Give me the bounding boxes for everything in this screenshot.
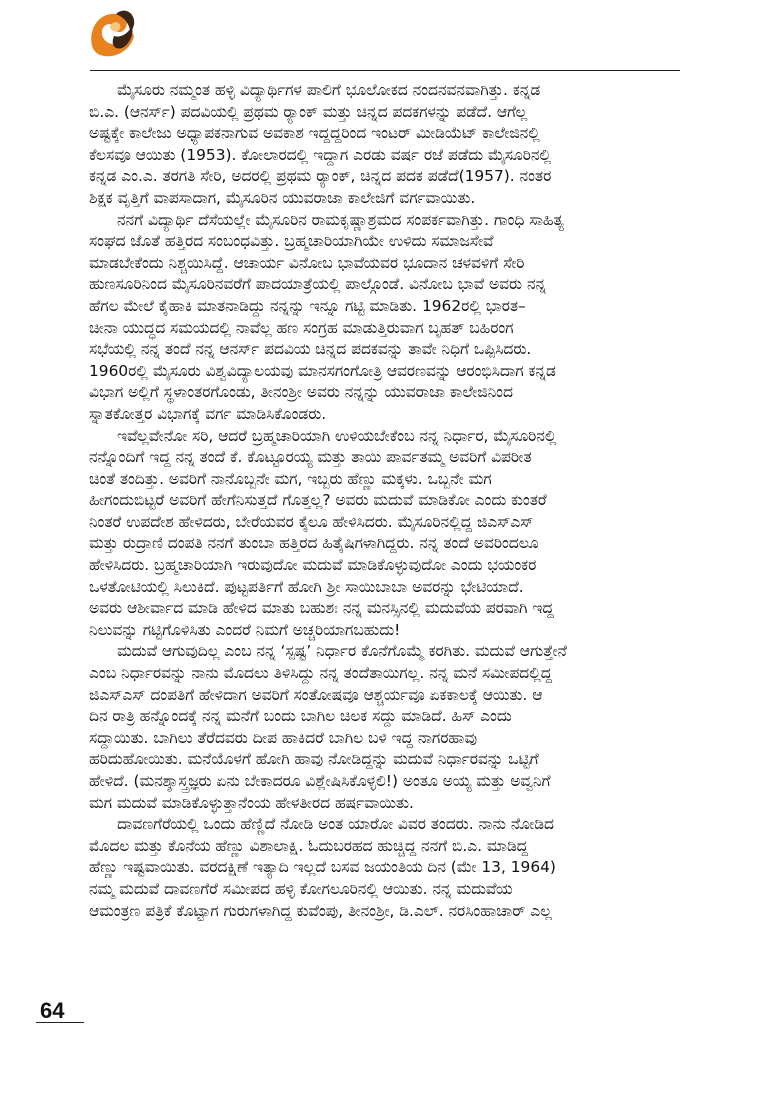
- text-line: ಹೇಳಿದೆ. (ಮನಶ್ಶಾಸ್ತ್ರಜ್ಞರು ಏನು ಬೇಕಾದರೂ ವಿಶ್ಲೇಷಿಸಿಕೊಳ್ಳಲಿ!) ಅಂತೂ ಅಯ್ಯ ಮತ್ತು ಅವ್ವನಿಗೆ: [89, 772, 551, 790]
- text-line: ಹರಿದುಹೋಯಿತು. ಮನೆಯೊಳಗೆ ಹೋಗಿ ಹಾವು ನೋಡಿದ್ದನ್ನು ಮದುವೆ ನಿರ್ಧಾರವನ್ನು ಒಟ್ಟಿಗೆ: [89, 750, 539, 769]
- text-line: ಎಂಬ ನಿರ್ಧಾರವನ್ನು ನಾನು ಮೊದಲು ತಿಳಿಸಿದ್ದು ನನ್ನ ತಂದೆತಾಯಿಗಲ್ಲ. ನನ್ನ ಮನೆ ಸಮೀಪದಲ್ಲಿದ್ದ: [89, 664, 553, 683]
- text-line: ಚಿಂತೆ ತಂದಿತ್ತು. ಅವರಿಗೆ ನಾನೊಬ್ಬನೇ ಮಗ, ಇಬ್ಬರು ಹೆಣ್ಣು ಮಕ್ಕಳು. ಒಬ್ಬನೇ ಮಗ: [89, 469, 492, 488]
- text-line: 1960ರಲ್ಲಿ ಮೈಸೂರು ವಿಶ್ವವಿದ್ಯಾಲಯವು ಮಾನಸಗಂಗೋತ್ರಿ ಆವರಣವನ್ನು ಆರಂಭಿಸಿದಾಗ ಕನ್ನಡ: [89, 361, 556, 380]
- text-line: ನಿಲುವನ್ನು ಗಟ್ಟಿಗೊಳಿಸಿತು ಎಂದರೆ ನಿಮಗೆ ಅಚ್ಚರಿಯಾಗಬಹುದು!: [89, 620, 401, 639]
- paragraph: [89, 814, 689, 922]
- text-line: ಹುಣಸೂರಿನಿಂದ ಮೈಸೂರಿನವರೆಗೆ ಪಾದಯಾತ್ರೆಯಲ್ಲಿ ಪಾಲ್ಗೊಂಡೆ. ವಿನೋಬ ಭಾವೆ ಅವರು ನನ್ನ: [89, 275, 547, 294]
- text-line: ಚೀನಾ ಯುದ್ಧದ ಸಮಯದಲ್ಲಿ ನಾವೆಲ್ಲ ಹಣ ಸಂಗ್ರಹ ಮಾಡುತ್ತಿರುವಾಗ ಬೃಹತ್ ಬಹಿರಂಗ: [89, 318, 514, 337]
- text-line: ಇವೆಲ್ಲವೇನೋ ಸರಿ, ಆದರೆ ಬ್ರಹ್ಮಚಾರಿಯಾಗಿ ಉಳಿಯಬೇಕೆಂಬ ನನ್ನ ನಿರ್ಧಾರ, ಮೈಸೂರಿನಲ್ಲಿ: [117, 426, 557, 445]
- paragraph: [89, 426, 689, 642]
- text-line: ನಮ್ಮ ಮದುವೆ ದಾವಣಗೆರೆ ಸಮೀಪದ ಹಳ್ಳಿ ಕೋಗಲೂರಿನಲ್ಲಿ ಆಯಿತು. ನನ್ನ ಮದುವೆಯ: [89, 879, 513, 898]
- paragraph: [89, 641, 689, 814]
- text-line: ಸಂಘದ ಜೊತೆ ಹತ್ತಿರದ ಸಂಬಂಧವಿತ್ತು. ಬ್ರಹ್ಮಚಾರಿಯಾಗಿಯೇ ಉಳಿದು ಸಮಾಜಸೇವೆ: [89, 232, 494, 251]
- page-number: 64: [40, 998, 65, 1023]
- paragraph: [89, 80, 689, 210]
- text-line: ಅಷ್ಟಕ್ಕೇ ಕಾಲೇಜು ಅಧ್ಯಾಪಕನಾಗುವ ಅವಕಾಶ ಇದ್ದದ್ದರಿಂದ ಇಂಟರ್ ಮೀಡಿಯೆಟ್ ಕಾಲೇಜಿನಲ್ಲಿ: [89, 124, 540, 143]
- text-line: ಮದುವೆ ಆಗುವುದಿಲ್ಲ ಎಂಬ ನನ್ನ ‘ಸ್ಪಷ್ಟ’ ನಿರ್ಧಾರ ಕೊನೆಗೊಮ್ಮೆ ಕರಗಿತು. ಮದುವೆ ಆಗುತ್ತೇನೆ: [117, 642, 567, 661]
- text-line: ಜಿಎಸ್‌ಎಸ್ ದಂಪತಿಗೆ ಹೇಳಿದಾಗ ಅವರಿಗೆ ಸಂತೋಷವೂ ಆಶ್ಚರ್ಯವೂ ಏಕಕಾಲಕ್ಕೆ ಆಯಿತು. ಆ: [89, 685, 543, 704]
- text-line: ಹೇಳಿಸಿದರು. ಬ್ರಹ್ಮಚಾರಿಯಾಗಿ ಇರುವುದೋ ಮದುವೆ ಮಾಡಿಕೊಳ್ಳುವುದೋ ಎಂದು ಭಯಂಕರ: [89, 556, 537, 575]
- text-line: ಬಿ.ಎ. (ಆನರ್ಸ್) ಪದವಿಯಲ್ಲಿ ಪ್ರಥಮ ರ‍್ಯಾಂಕ್ ಮತ್ತು ಚಿನ್ನದ ಪದಕಗಳನ್ನು ಪಡೆದೆ. ಆಗೆಲ್ಲ: [89, 102, 528, 121]
- text-line: ಆಮಂತ್ರಣ ಪತ್ರಿಕೆ ಕೊಟ್ಟಾಗ ಗುರುಗಳಾಗಿದ್ದ ಕುವೆಂಪು, ತೀನಂಶ್ರೀ, ಡಿ.ಎಲ್. ನರಸಿಂಹಾಚಾರ್ ಎಲ್ಲ: [89, 901, 552, 920]
- text-line: ವಿಭಾಗ ಅಲ್ಲಿಗೆ ಸ್ಥಳಾಂತರಗೊಂಡು, ತೀನಂಶ್ರೀ ಅವರು ನನ್ನನ್ನು ಯುವರಾಜಾ ಕಾಲೇಜಿನಿಂದ: [89, 383, 513, 402]
- text-line: ಮೊದಲ ಮತ್ತು ಕೊನೆಯ ಹೆಣ್ಣು ವಿಶಾಲಾಕ್ಷಿ. ಓದುಬರಹದ ಹುಚ್ಚಿದ್ದ ನನಗೆ ಬಿ.ಎ. ಮಾಡಿದ್ದ: [89, 836, 529, 855]
- text-line: ಹೀಗಂದುಬಿಟ್ಟರೆ ಅವರಿಗೆ ಹೇಗೆನಿಸುತ್ತದೆ ಗೊತ್ತಲ್ಲ? ಅವರು ಮದುವೆ ಮಾಡಿಕೋ ಎಂದು ಕುಂತರೆ: [89, 491, 547, 510]
- text-line: ಮಾಡಬೇಕೆಂದು ನಿಶ್ಚಯಿಸಿದ್ದೆ. ಆಚಾರ್ಯ ವಿನೋಬ ಭಾವೆಯವರ ಭೂದಾನ ಚಳವಳಿಗೆ ಸೇರಿ: [89, 253, 525, 272]
- text-line: ಕೆಲಸವೂ ಆಯಿತು (1953). ಕೋಲಾರದಲ್ಲಿ ಇದ್ದಾಗ ಎರಡು ವರ್ಷ ರಜೆ ಪಡೆದು ಮೈಸೂರಿನಲ್ಲಿ: [89, 145, 552, 164]
- text-line: ನನ್ನೊಂದಿಗೆ ಇದ್ದ ನನ್ನ ತಂದೆ ಕೆ. ಕೊಟ್ಟೂರಯ್ಯ ಮತ್ತು ತಾಯಿ ಪಾರ್ವತಮ್ಮ ಅವರಿಗೆ ವಿಪರೀತ: [89, 448, 532, 467]
- paragraph: [89, 210, 689, 426]
- text-line: ಮೈಸೂರು ನಮ್ಮಂತ ಹಳ್ಳಿ ವಿದ್ಯಾರ್ಥಿಗಳ ಪಾಲಿಗೆ ಭೂಲೋಕದ ನಂದನವನವಾಗಿತ್ತು. ಕನ್ನಡ: [117, 81, 541, 99]
- text-line: ಸದ್ದಾಯಿತು. ಬಾಗಿಲು ತೆರೆದವರು ದೀಪ ಹಾಕಿದರೆ ಬಾಗಿಲ ಬಳಿ ಇದ್ದ ನಾಗರಹಾವು: [89, 728, 478, 747]
- page-number-rule: [36, 1022, 84, 1023]
- text-line: ದಾವಣಗೆರೆಯಲ್ಲಿ ಒಂದು ಹೆಣ್ಣಿದೆ ನೋಡಿ ಅಂತ ಯಾರೋ ವಿವರ ತಂದರು. ನಾನು ನೋಡಿದ: [117, 815, 554, 834]
- text-line: ಅವರು ಆಶೀರ್ವಾದ ಮಾಡಿ ಹೇಳಿದ ಮಾತು ಬಹುಶಃ ನನ್ನ ಮನಸ್ಸಿನಲ್ಲಿ ಮದುವೆಯ ಪರವಾಗಿ ಇದ್ದ: [89, 599, 554, 618]
- text-line: ಶಿಕ್ಷಕ ವೃತ್ತಿಗೆ ವಾಪಸಾದಾಗ, ಮೈಸೂರಿನ ಯುವರಾಜಾ ಕಾಲೇಜಿಗೆ ವರ್ಗವಾಯಿತು.: [89, 188, 476, 207]
- text-line: ದಿನ ರಾತ್ರಿ ಹನ್ನೊಂದಕ್ಕೆ ನನ್ನ ಮನೆಗೆ ಬಂದು ಬಾಗಿಲ ಚಿಲಕ ಸದ್ದು ಮಾಡಿದೆ. ಹಿಸ್ ಎಂದು: [89, 707, 512, 726]
- body-text: [89, 80, 689, 922]
- text-line: ನನಗೆ ವಿದ್ಯಾರ್ಥಿ ದೆಸೆಯಲ್ಲೇ ಮೈಸೂರಿನ ರಾಮಕೃಷ್ಣಾಶ್ರಮದ ಸಂಪರ್ಕವಾಗಿತ್ತು. ಗಾಂಧಿ ಸಾಹಿತ್ಯ: [117, 210, 564, 229]
- text-line: ಮಗ ಮದುವೆ ಮಾಡಿಕೊಳ್ಳುತ್ತಾನೆಂಯ ಹೇಳತೀರದ ಹರ್ಷವಾಯಿತು.: [89, 793, 414, 812]
- text-line: ಕನ್ನಡ ಎಂ.ಎ. ತರಗತಿ ಸೇರಿ, ಅದರಲ್ಲಿ ಪ್ರಥಮ ರ‍್ಯಾಂಕ್, ಚಿನ್ನದ ಪದಕ ಪಡೆದೆ(1957). ನಂತರ: [89, 167, 552, 186]
- text-line: ಹೆಣ್ಣು ಇಷ್ಟವಾಯಿತು. ವರದಕ್ಷಿಣೆ ಇತ್ಯಾದಿ ಇಲ್ಲದೆ ಬಸವ ಜಯಂತಿಯ ದಿನ (ಮೇ 13, 1964): [89, 858, 556, 877]
- publisher-logo: [86, 6, 136, 62]
- text-line: ಒಳತೋಟಿಯಲ್ಲಿ ಸಿಲುಕಿದೆ. ಪುಟ್ಟಪರ್ತಿಗೆ ಹೋಗಿ ಶ್ರೀ ಸಾಯಿಬಾಬಾ ಅವರನ್ನು ಭೇಟಿಯಾದೆ.: [89, 577, 524, 596]
- text-line: ಸ್ನಾತಕೋತ್ತರ ವಿಭಾಗಕ್ಕೆ ವರ್ಗ ಮಾಡಿಸಿಕೊಂಡರು.: [89, 404, 327, 423]
- header-rule: [90, 70, 680, 71]
- text-line: ಸಭೆಯಲ್ಲಿ ನನ್ನ ತಂದೆ ನನ್ನ ಆನರ್ಸ್ ಪದವಿಯ ಚಿನ್ನದ ಪದಕವನ್ನು ತಾವೇ ನಿಧಿಗೆ ಒಪ್ಪಿಸಿದರು.: [89, 340, 532, 359]
- text-line: ನಿಂತರೆ ಉಪದೇಶ ಹೇಳಿದರು, ಬೇರೆಯವರ ಕೈಲೂ ಹೇಳಿಸಿದರು. ಮೈಸೂರಿನಲ್ಲಿದ್ದ ಜಿಎಸ್‌ಎಸ್: [89, 512, 534, 531]
- text-line: ಮತ್ತು ರುದ್ರಾಣಿ ದಂಪತಿ ನನಗೆ ತುಂಬಾ ಹತ್ತಿರದ ಹಿತೈಷಿಗಳಾಗಿದ್ದರು. ನನ್ನ ತಂದೆ ಅವರಿಂದಲೂ: [89, 534, 539, 553]
- text-line: ಹೆಗಲ ಮೇಲೆ ಕೈಹಾಕಿ ಮಾತನಾಡಿದ್ದು ನನ್ನನ್ನು ಇನ್ನೂ ಗಟ್ಟಿ ಮಾಡಿತು. 1962ರಲ್ಲಿ ಭಾರತ–: [89, 296, 526, 315]
